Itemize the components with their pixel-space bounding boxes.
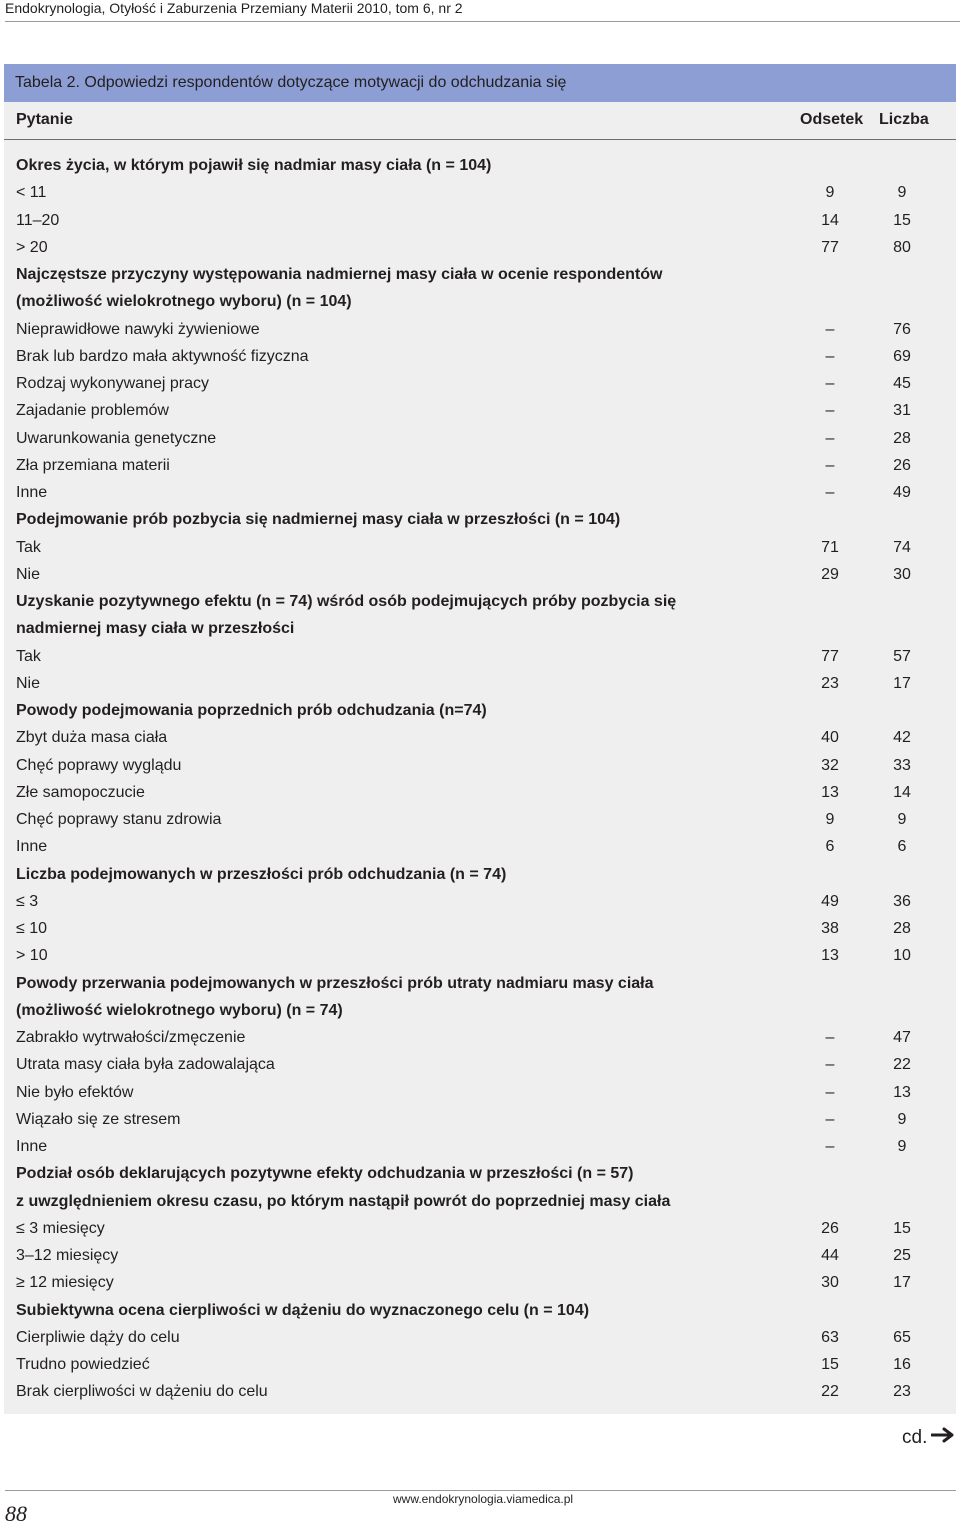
row-label: Chęć poprawy wyglądu bbox=[16, 756, 182, 774]
row-label: ≤ 3 bbox=[16, 892, 39, 910]
table-row bbox=[4, 1051, 956, 1078]
row-percent: 13 bbox=[821, 947, 839, 965]
table-row bbox=[4, 670, 956, 697]
row-count: 13 bbox=[893, 1083, 911, 1101]
section-heading-row bbox=[4, 1297, 956, 1324]
row-label: Wiązało się ze stresem bbox=[16, 1110, 181, 1128]
row-count: 17 bbox=[893, 1274, 911, 1292]
row-label: (możliwość wielokrotnego wyboru) (n = 74) bbox=[16, 1001, 343, 1019]
section-heading-row bbox=[4, 997, 956, 1024]
table-row bbox=[4, 1351, 956, 1378]
header-count: Liczba bbox=[879, 111, 929, 128]
table-row bbox=[4, 1242, 956, 1269]
row-percent: 40 bbox=[821, 729, 839, 747]
row-label: Najczęstsze przyczyny występowania nadmiernej masy ciała w ocenie respondentów bbox=[16, 266, 663, 283]
row-label: Złe samopoczucie bbox=[16, 783, 145, 801]
row-label: Rodzaj wykonywanej pracy bbox=[16, 375, 209, 392]
row-label: Chęć poprawy stanu zdrowia bbox=[16, 811, 222, 828]
row-label: Powody podejmowania poprzednich prób odchudzania (n=74) bbox=[16, 702, 487, 719]
row-label: Uzyskanie pozytywnego efektu (n = 74) wśród osób podejmujących próby pozbycia się bbox=[16, 593, 677, 610]
row-count: 6 bbox=[897, 838, 907, 856]
table-row bbox=[4, 1106, 956, 1133]
table-row bbox=[4, 1269, 956, 1296]
table-row bbox=[4, 561, 956, 588]
section-heading-row bbox=[4, 288, 956, 315]
section-heading-row bbox=[4, 152, 956, 179]
header-question: Pytanie bbox=[16, 111, 73, 128]
table-row bbox=[4, 479, 956, 506]
table-row bbox=[4, 724, 956, 751]
row-count: 36 bbox=[893, 892, 911, 910]
row-label: Brak lub bardzo mała aktywność fizyczna bbox=[16, 347, 309, 365]
row-label: 3–12 miesięcy bbox=[16, 1247, 119, 1264]
row-count: 15 bbox=[893, 1219, 911, 1237]
row-percent: 38 bbox=[821, 920, 839, 937]
table-header-row bbox=[4, 102, 956, 140]
table-row bbox=[4, 833, 956, 860]
row-percent: 13 bbox=[821, 783, 839, 801]
table-row bbox=[4, 1079, 956, 1106]
row-label: ≥ 12 miesięcy bbox=[16, 1274, 114, 1292]
row-label: Nie było efektów bbox=[16, 1083, 134, 1101]
row-label: > 20 bbox=[16, 238, 48, 256]
row-count: 57 bbox=[893, 647, 911, 665]
row-label: z uwzględnieniem okresu czasu, po którym nastąpił powrót do poprzedniej masy ciała bbox=[16, 1192, 671, 1210]
row-count: 14 bbox=[893, 783, 911, 801]
row-count: 33 bbox=[893, 756, 911, 774]
row-count: 74 bbox=[893, 538, 911, 556]
table-row bbox=[4, 1133, 956, 1160]
row-count: 15 bbox=[893, 211, 911, 229]
row-count: 80 bbox=[893, 238, 911, 256]
row-label: ≤ 3 miesięcy bbox=[16, 1219, 105, 1237]
footer-url: www.endokrynologia.viamedica.pl bbox=[393, 1492, 574, 1506]
row-percent: – bbox=[825, 1138, 835, 1155]
table-row bbox=[4, 643, 956, 670]
row-count: 47 bbox=[893, 1029, 911, 1046]
table-row bbox=[4, 1024, 956, 1051]
data-table bbox=[4, 64, 956, 1414]
row-count: 22 bbox=[893, 1056, 911, 1074]
row-count: 69 bbox=[893, 347, 911, 365]
row-count: 17 bbox=[893, 674, 911, 692]
page-number: 88 bbox=[5, 1501, 27, 1526]
row-label: Uwarunkowania genetyczne bbox=[16, 429, 217, 447]
row-count: 9 bbox=[897, 184, 907, 202]
row-count: 9 bbox=[897, 1110, 907, 1128]
section-heading-row bbox=[4, 1188, 956, 1215]
row-label: Inne bbox=[16, 484, 48, 501]
row-count: 26 bbox=[893, 456, 911, 474]
row-percent: 9 bbox=[825, 811, 835, 828]
running-head: Endokrynologia, Otyłość i Zaburzenia Przemiany Materii 2010, tom 6, nr 2 bbox=[5, 0, 960, 22]
table-row bbox=[4, 1324, 956, 1351]
table-row bbox=[4, 534, 956, 561]
table-row bbox=[4, 343, 956, 370]
row-label: Zła przemiana materii bbox=[16, 456, 170, 474]
row-percent: 44 bbox=[821, 1247, 839, 1264]
row-count: 9 bbox=[897, 1138, 907, 1155]
row-label: Zabrakło wytrwałości/zmęczenie bbox=[16, 1029, 246, 1046]
row-count: 45 bbox=[893, 375, 911, 392]
row-label: Nie bbox=[16, 674, 41, 692]
row-percent: 15 bbox=[821, 1356, 839, 1373]
row-percent: 14 bbox=[821, 211, 839, 229]
row-label: Cierpliwie dąży do celu bbox=[16, 1328, 180, 1346]
row-percent: 26 bbox=[821, 1219, 839, 1237]
row-count: 65 bbox=[893, 1328, 911, 1346]
table-row bbox=[4, 452, 956, 479]
row-percent: – bbox=[825, 1056, 835, 1074]
table-row bbox=[4, 207, 956, 234]
row-count: 49 bbox=[893, 484, 911, 501]
footer-rule bbox=[5, 1490, 956, 1491]
row-label: Tak bbox=[16, 538, 41, 556]
row-percent: – bbox=[825, 1110, 835, 1128]
table-row bbox=[4, 779, 956, 806]
row-count: 16 bbox=[893, 1356, 911, 1373]
table-row bbox=[4, 1215, 956, 1242]
row-label: Subiektywna ocena cierpliwości w dążeniu do wyznaczonego celu (n = 104) bbox=[16, 1301, 590, 1319]
table-body bbox=[4, 152, 956, 1406]
row-label: Zbyt duża masa ciała bbox=[16, 729, 168, 747]
row-label: Podział osób deklarujących pozytywne efekty odchudzania w przeszłości (n = 57) bbox=[16, 1165, 634, 1183]
table-row bbox=[4, 370, 956, 397]
row-percent: 32 bbox=[821, 756, 839, 774]
row-label: Tak bbox=[16, 647, 41, 665]
row-count: 9 bbox=[897, 811, 907, 828]
section-heading-row bbox=[4, 261, 956, 288]
row-percent: – bbox=[825, 1029, 835, 1046]
row-count: 42 bbox=[893, 729, 911, 747]
row-label: 11–20 bbox=[16, 211, 60, 229]
row-label: Liczba podejmowanych w przeszłości prób odchudzania (n = 74) bbox=[16, 865, 507, 883]
row-label: ≤ 10 bbox=[16, 920, 48, 937]
table-row bbox=[4, 915, 956, 942]
section-heading-row bbox=[4, 1160, 956, 1187]
row-percent: 71 bbox=[821, 538, 839, 556]
row-count: 76 bbox=[893, 320, 911, 338]
row-percent: 9 bbox=[825, 184, 835, 202]
row-count: 30 bbox=[893, 565, 911, 583]
table-row bbox=[4, 806, 956, 833]
row-percent: – bbox=[825, 484, 835, 501]
row-percent: – bbox=[825, 456, 835, 474]
row-percent: – bbox=[825, 347, 835, 365]
row-percent: 22 bbox=[821, 1383, 839, 1401]
row-count: 28 bbox=[893, 429, 911, 447]
table-row bbox=[4, 1378, 956, 1405]
table-row bbox=[4, 179, 956, 206]
row-label: < 11 bbox=[16, 184, 47, 202]
row-percent: – bbox=[825, 402, 835, 420]
row-label: (możliwość wielokrotnego wyboru) (n = 104) bbox=[16, 293, 352, 311]
section-heading-row bbox=[4, 506, 956, 533]
row-label: Podejmowanie prób pozbycia się nadmiernej masy ciała w przeszłości (n = 104) bbox=[16, 511, 621, 529]
row-count: 23 bbox=[893, 1383, 911, 1401]
table-row bbox=[4, 888, 956, 915]
row-label: > 10 bbox=[16, 947, 48, 965]
section-heading-row bbox=[4, 970, 956, 997]
row-label: Powody przerwania podejmowanych w przeszłości prób utraty nadmiaru masy ciała bbox=[16, 974, 654, 992]
row-label: Trudno powiedzieć bbox=[16, 1356, 150, 1373]
table-row bbox=[4, 397, 956, 424]
row-label: nadmiernej masy ciała w przeszłości bbox=[16, 620, 295, 638]
continued-note bbox=[902, 1426, 955, 1450]
table-caption: Tabela 2. Odpowiedzi respondentów dotyczące motywacji do odchudzania się bbox=[4, 64, 956, 102]
row-percent: 77 bbox=[821, 647, 839, 665]
row-percent: – bbox=[825, 375, 835, 392]
section-heading-row bbox=[4, 615, 956, 642]
row-percent: 49 bbox=[821, 892, 839, 910]
row-count: 10 bbox=[893, 947, 911, 965]
row-percent: 77 bbox=[821, 238, 839, 256]
table-row bbox=[4, 234, 956, 261]
table-row bbox=[4, 316, 956, 343]
row-label: Brak cierpliwości w dążeniu do celu bbox=[16, 1383, 268, 1401]
section-heading-row bbox=[4, 588, 956, 615]
table-row bbox=[4, 752, 956, 779]
row-percent: – bbox=[825, 1083, 835, 1101]
section-heading-row bbox=[4, 861, 956, 888]
row-label: Inne bbox=[16, 1138, 48, 1155]
row-percent: 23 bbox=[821, 674, 839, 692]
row-label: Zajadanie problemów bbox=[16, 402, 169, 420]
continued-label: cd. bbox=[902, 1427, 928, 1449]
row-count: 28 bbox=[893, 920, 911, 937]
row-percent: 29 bbox=[821, 565, 839, 583]
row-percent: 6 bbox=[825, 838, 835, 856]
header-percent: Odsetek bbox=[800, 111, 864, 128]
row-percent: – bbox=[825, 429, 835, 447]
row-label: Utrata masy ciała była zadowalająca bbox=[16, 1056, 275, 1074]
row-percent: 63 bbox=[821, 1328, 839, 1346]
arrow-right-icon bbox=[931, 1426, 955, 1450]
row-label: Nie bbox=[16, 565, 41, 583]
row-label: Nieprawidłowe nawyki żywieniowe bbox=[16, 320, 260, 338]
section-heading-row bbox=[4, 697, 956, 724]
row-count: 25 bbox=[893, 1247, 911, 1264]
table-row bbox=[4, 425, 956, 452]
row-label: Inne bbox=[16, 838, 48, 856]
table-row bbox=[4, 942, 956, 969]
row-count: 31 bbox=[893, 402, 911, 420]
row-percent: 30 bbox=[821, 1274, 839, 1292]
row-label: Okres życia, w którym pojawił się nadmiar masy ciała (n = 104) bbox=[16, 157, 492, 174]
row-percent: – bbox=[825, 320, 835, 338]
